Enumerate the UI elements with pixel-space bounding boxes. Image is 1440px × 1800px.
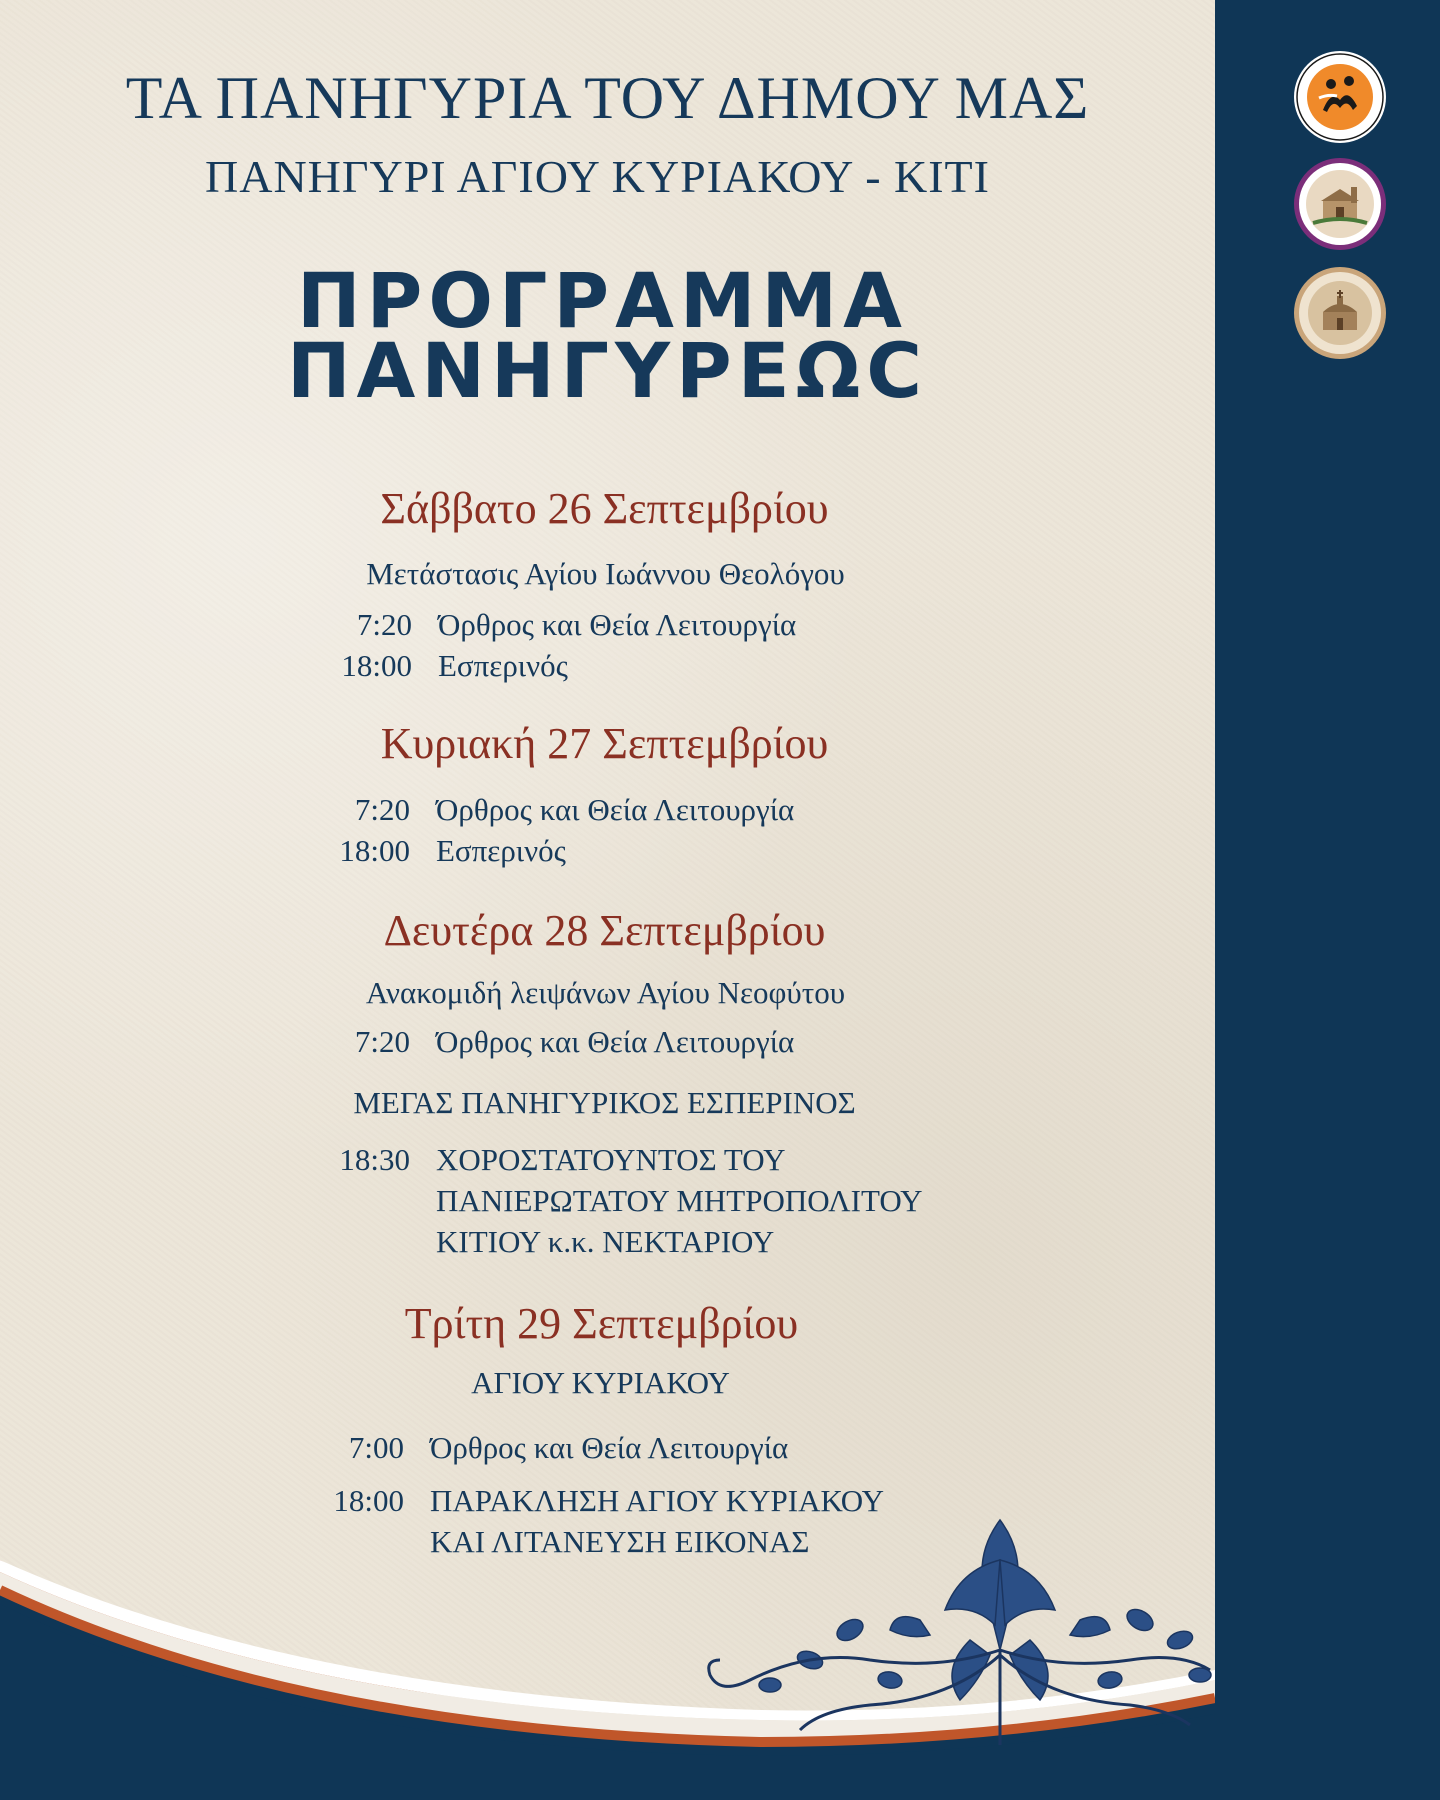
event-description: Όρθρος και Θεία Λειτουργία bbox=[438, 607, 797, 642]
event-description: ΚΑΙ ΛΙΤΑΝΕΥΣΗ ΕΙΚΟΝΑΣ bbox=[430, 1524, 810, 1559]
day-subtitle-monday: Ανακομιδή λειψάνων Αγίου Νεοφύτου bbox=[365, 975, 846, 1010]
schedule-row bbox=[320, 1430, 788, 1466]
event-description: ΚΙΤΙΟΥ κ.κ. ΝΕΚΤΑΡΙΟΥ bbox=[436, 1224, 775, 1259]
event-description: ΠΑΡΑΚΛΗΣΗ ΑΓΙΟΥ ΚΥΡΙΑΚΟΥ bbox=[430, 1483, 884, 1518]
program-title-line2: ΠΑΝΗΓΥΡΕΩϹ bbox=[286, 326, 929, 415]
event-time: 7:00 bbox=[348, 1430, 404, 1465]
blue-floral-ornament-icon bbox=[690, 1500, 1215, 1760]
program-title-line1: ΠΡΟΓΡΑΜΜΑ bbox=[297, 256, 908, 345]
district-logo-icon bbox=[1293, 157, 1387, 251]
event-description: ΧΟΡΟΣΤΑΤΟΥΝΤΟΣ ΤΟΥ bbox=[436, 1142, 786, 1177]
day-heading-tuesday: Τρίτη 29 Σεπτεμβρίου bbox=[404, 1299, 799, 1348]
event-time: 18:00 bbox=[333, 1483, 404, 1518]
festival-subtitle: ΠΑΝΗΓΥΡΙ ΑΓΙΟΥ ΚΥΡΙΑΚΟΥ - ΚΙΤΙ bbox=[205, 151, 990, 202]
event-description: Εσπερινός bbox=[436, 833, 566, 868]
church-seal-icon bbox=[1293, 266, 1387, 360]
event-description: Εσπερινός bbox=[438, 648, 568, 683]
day-subtitle-saturday: Μετάστασις Αγίου Ιωάννου Θεολόγου bbox=[366, 556, 845, 591]
event-description: Όρθρος και Θεία Λειτουργία bbox=[436, 1024, 795, 1059]
event-time: 18:00 bbox=[339, 833, 410, 868]
event-time: 7:20 bbox=[354, 792, 410, 827]
vespers-section-title: ΜΕΓΑΣ ΠΑΝΗΓΥΡΙΚΟΣ ΕΣΠΕΡΙΝΟΣ bbox=[353, 1085, 856, 1120]
municipality-logo-icon bbox=[1293, 50, 1387, 144]
event-description: ΠΑΝΙΕΡΩΤΑΤΟΥ ΜΗΤΡΟΠΟΛΙΤΟΥ bbox=[436, 1183, 923, 1218]
schedule-row bbox=[326, 1139, 923, 1262]
event-description: Όρθρος και Θεία Λειτουργία bbox=[430, 1430, 789, 1465]
festival-title: ΤΑ ΠΑΝΗΓΥΡΙΑ ΤΟΥ ΔΗΜΟΥ ΜΑΣ bbox=[125, 65, 1090, 131]
schedule-row bbox=[326, 833, 566, 869]
event-description: Όρθρος και Θεία Λειτουργία bbox=[436, 792, 795, 827]
schedule-row bbox=[328, 607, 796, 643]
day-heading-saturday: Σάββατο 26 Σεπτεμβρίου bbox=[380, 484, 829, 533]
schedule-row bbox=[328, 648, 568, 684]
event-time: 7:20 bbox=[354, 1024, 410, 1059]
day-heading-sunday: Κυριακή 27 Σεπτεμβρίου bbox=[380, 719, 829, 768]
schedule-row bbox=[326, 1024, 794, 1060]
event-time: 18:00 bbox=[341, 648, 412, 683]
schedule-row bbox=[326, 792, 794, 828]
day-subtitle-tuesday: ΑΓΙΟΥ ΚΥΡΙΑΚΟΥ bbox=[471, 1365, 730, 1400]
event-time: 7:20 bbox=[356, 607, 412, 642]
event-time: 18:30 bbox=[339, 1142, 410, 1177]
day-heading-monday: Δευτέρα 28 Σεπτεμβρίου bbox=[383, 906, 826, 955]
